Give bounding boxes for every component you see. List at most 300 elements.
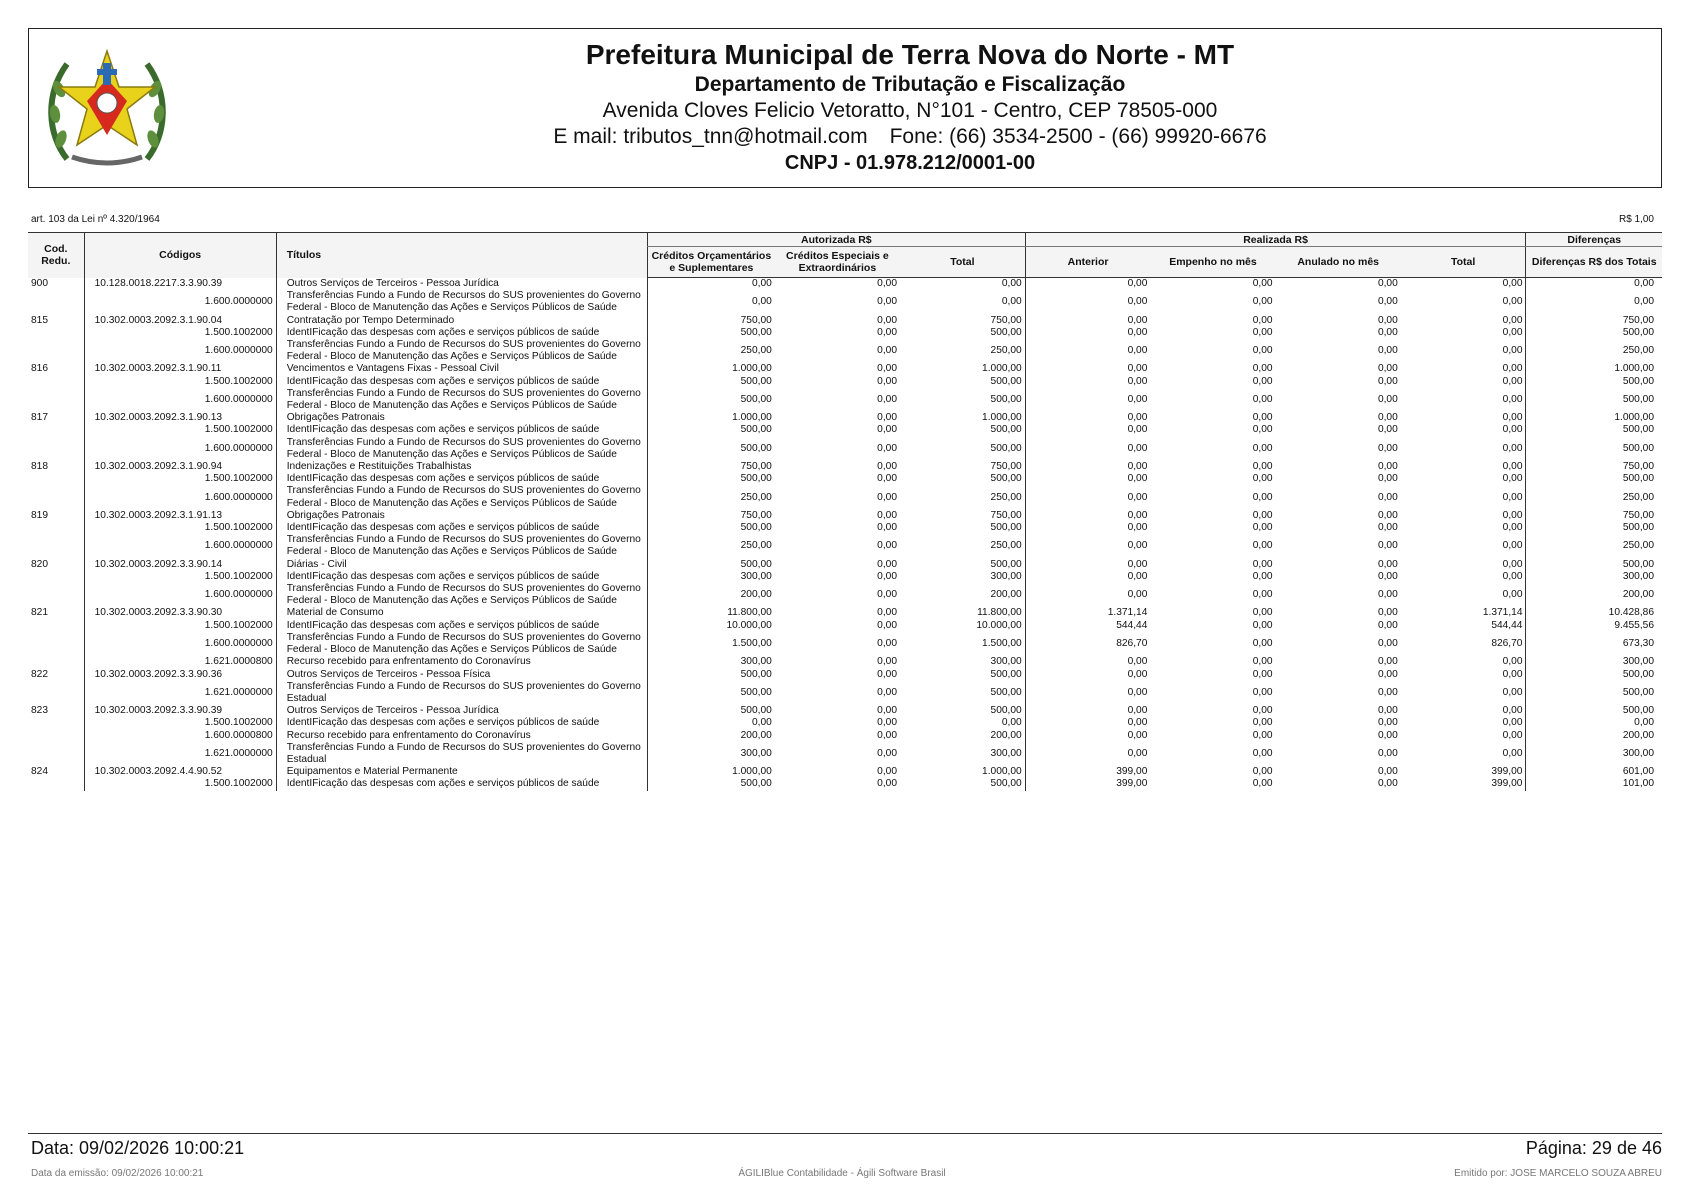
cell-cod: [28, 681, 84, 705]
cell-cod: [28, 290, 84, 314]
cell-total-realizada: 0,00: [1502, 473, 1523, 485]
cell-creditos-orcamentarios: 500,00: [647, 388, 774, 412]
cell-codigo: 10.302.0003.2092.3.1.90.94: [84, 461, 276, 473]
cell-total-realizada: 0,00: [1502, 393, 1523, 405]
table-row: [28, 278, 1662, 291]
cell-anterior: 0,00: [1025, 730, 1150, 742]
cell-anulado: 0,00: [1377, 570, 1398, 582]
cell-anterior: 0,00: [1025, 510, 1150, 522]
cell-creditos-orcamentarios: 0,00: [647, 278, 774, 291]
cell-creditos-especiais: 0,00: [877, 729, 897, 741]
coat-of-arms-icon: [37, 39, 177, 179]
cnpj: CNPJ - 01.978.212/0001-00: [784, 152, 1036, 174]
cell-titulo: Transferências Fundo a Fundo de Recursos do SUS provenientes do Governo Federal - Bloco de Manutenção das Ações e Serviços Públicos de Saúde: [276, 388, 647, 412]
cell-creditos-orcamentarios: 300,00: [647, 742, 774, 766]
cell-titulo: Transferências Fundo a Fundo de Recursos do SUS provenientes do Governo Federal - Bloco de Manutenção das Ações e Serviços Públicos de Saúde: [276, 534, 647, 558]
cell-anterior: 0,00: [1025, 315, 1150, 327]
currency-unit: R$ 1,00: [1618, 214, 1654, 225]
cell-total-realizada: 544,44: [1491, 619, 1523, 631]
cell-total-autorizada: 500,00: [990, 705, 1022, 717]
cell-creditos-especiais: 0,00: [877, 656, 897, 668]
cell-anulado: 0,00: [1377, 461, 1398, 473]
table-row: [28, 730, 1662, 742]
cell-empenho: 0,00: [1252, 619, 1273, 631]
cell-codigo: 1.500.1002000: [84, 424, 276, 436]
cell-total-realizada: 0,00: [1502, 540, 1523, 552]
group-header-row: [28, 233, 1662, 247]
cell-creditos-orcamentarios: 10.000,00: [647, 620, 774, 632]
cell-diferencas: 250,00: [1526, 534, 1662, 558]
cell-total-realizada: 0,00: [1502, 326, 1523, 338]
cell-total-autorizada: 10.000,00: [976, 619, 1022, 631]
cell-codigo: 1.600.0000000: [84, 339, 276, 363]
cell-anulado: 0,00: [1377, 668, 1398, 680]
cell-anulado: 0,00: [1377, 766, 1398, 778]
table-row: [28, 632, 1662, 656]
cell-anulado: 0,00: [1377, 607, 1398, 619]
cell-codigo: 1.600.0000800: [84, 730, 276, 742]
footer-divider: [28, 1133, 1662, 1134]
cell-codigo: 1.500.1002000: [84, 571, 276, 583]
cell-empenho: 0,00: [1252, 570, 1273, 582]
cell-anulado: 0,00: [1377, 345, 1398, 357]
cell-titulo: Outros Serviços de Terceiros - Pessoa Física: [276, 669, 647, 681]
table-row: [28, 717, 1662, 729]
cell-diferencas: 300,00: [1526, 656, 1662, 668]
cell-empenho: 0,00: [1252, 607, 1273, 619]
cell-anterior: 826,70: [1025, 632, 1150, 656]
cell-total-autorizada: 11.800,00: [977, 607, 1022, 619]
cell-codigo: 10.302.0003.2092.3.1.90.11: [84, 363, 276, 375]
municipality-title: Prefeitura Municipal de Terra Nova do Norte - MT: [585, 39, 1235, 70]
cell-anulado: 0,00: [1377, 314, 1398, 326]
cell-diferencas: 101,00: [1526, 778, 1662, 790]
cell-creditos-especiais: 0,00: [877, 705, 897, 717]
cell-anterior: 0,00: [1025, 656, 1150, 668]
cell-titulo: Indenizações e Restituições Trabalhistas: [276, 461, 647, 473]
cell-creditos-especiais: 0,00: [877, 473, 897, 485]
cell-cod: 820: [31, 558, 48, 570]
cell-total-realizada: 1.371,14: [1482, 607, 1523, 619]
software-name: ÁGILIBlue Contabilidade - Ágili Software Brasil: [738, 1168, 946, 1179]
col-cod: Cod. Redu.: [28, 233, 84, 278]
cell-cod: 823: [31, 705, 48, 717]
cell-total-realizada: 0,00: [1502, 747, 1523, 759]
cell-anulado: 0,00: [1377, 363, 1398, 375]
cell-empenho: 0,00: [1252, 375, 1273, 387]
group-autorizada: Autorizada R$: [647, 233, 1025, 247]
cell-diferencas: 1.000,00: [1526, 412, 1662, 424]
cell-total-realizada: 0,00: [1502, 729, 1523, 741]
cell-titulo: Transferências Fundo a Fundo de Recursos do SUS provenientes do Governo Estadual: [276, 742, 647, 766]
cell-creditos-orcamentarios: 500,00: [647, 473, 774, 485]
cell-total-autorizada: 1.000,00: [982, 412, 1022, 424]
cell-creditos-orcamentarios: 250,00: [647, 339, 774, 363]
cell-codigo: 1.600.0000000: [84, 632, 276, 656]
cell-creditos-especiais: 0,00: [877, 326, 897, 338]
cell-titulo: IdentIFicação das despesas com ações e serviços públicos de saúde: [276, 571, 647, 583]
cell-total-autorizada: 750,00: [990, 461, 1022, 473]
cell-cod: 817: [31, 412, 48, 424]
cell-diferencas: 200,00: [1526, 583, 1662, 607]
cell-creditos-especiais: 0,00: [877, 393, 897, 405]
cell-empenho: 0,00: [1252, 424, 1273, 436]
cell-creditos-orcamentarios: 1.000,00: [647, 363, 774, 375]
cell-creditos-especiais: 0,00: [877, 717, 897, 729]
cell-titulo: Diárias - Civil: [276, 559, 647, 571]
cell-anulado: 0,00: [1377, 473, 1398, 485]
cell-total-autorizada: 500,00: [990, 668, 1022, 680]
cell-creditos-especiais: 0,00: [877, 375, 897, 387]
cell-titulo: Transferências Fundo a Fundo de Recursos do SUS provenientes do Governo Federal - Bloco de Manutenção das Ações e Serviços Públicos de Saúde: [276, 437, 647, 461]
cell-creditos-especiais: 0,00: [877, 778, 897, 790]
cell-creditos-especiais: 0,00: [877, 345, 897, 357]
cell-codigo: 1.500.1002000: [84, 376, 276, 388]
department-name: Departamento de Tributação e Fiscalização: [694, 73, 1126, 96]
cell-diferencas: 0,00: [1526, 717, 1662, 729]
cell-creditos-orcamentarios: 11.800,00: [647, 607, 774, 619]
cell-cod: [28, 571, 84, 583]
cell-creditos-orcamentarios: 200,00: [647, 730, 774, 742]
cell-codigo: 10.302.0003.2092.3.3.90.30: [84, 607, 276, 619]
cell-anulado: 0,00: [1377, 522, 1398, 534]
table-row: [28, 290, 1662, 314]
cell-anterior: 0,00: [1025, 473, 1150, 485]
cell-titulo: Obrigações Patronais: [276, 510, 647, 522]
cell-creditos-orcamentarios: 300,00: [647, 656, 774, 668]
cell-empenho: 0,00: [1252, 766, 1273, 778]
cell-diferencas: 500,00: [1526, 705, 1662, 717]
cell-total-autorizada: 500,00: [990, 442, 1022, 454]
cell-diferencas: 0,00: [1526, 278, 1662, 291]
cell-empenho: 0,00: [1252, 473, 1273, 485]
cell-codigo: 1.500.1002000: [84, 717, 276, 729]
cell-empenho: 0,00: [1252, 589, 1273, 601]
cell-creditos-especiais: 0,00: [877, 278, 897, 289]
cell-codigo: 1.500.1002000: [84, 620, 276, 632]
cell-total-autorizada: 750,00: [990, 509, 1022, 521]
cell-empenho: 0,00: [1252, 705, 1273, 717]
cell-diferencas: 500,00: [1526, 388, 1662, 412]
cell-total-realizada: 0,00: [1502, 345, 1523, 357]
cell-cod: [28, 742, 84, 766]
cell-diferencas: 1.000,00: [1526, 363, 1662, 375]
cell-total-autorizada: 300,00: [990, 747, 1022, 759]
cell-titulo: Recurso recebido para enfrentamento do Coronavírus: [276, 656, 647, 668]
cell-cod: [28, 437, 84, 461]
cell-total-realizada: 0,00: [1502, 509, 1523, 521]
cell-titulo: Outros Serviços de Terceiros - Pessoa Jurídica: [276, 705, 647, 717]
cell-creditos-orcamentarios: 500,00: [647, 669, 774, 681]
cell-cod: [28, 632, 84, 656]
cell-diferencas: 200,00: [1526, 730, 1662, 742]
cell-cod: [28, 327, 84, 339]
cell-creditos-especiais: 0,00: [877, 509, 897, 521]
cell-creditos-orcamentarios: 500,00: [647, 522, 774, 534]
table-row: [28, 437, 1662, 461]
group-realizada: Realizada R$: [1025, 233, 1526, 247]
cell-diferencas: 500,00: [1526, 376, 1662, 388]
table-row: [28, 485, 1662, 509]
table-row: [28, 534, 1662, 558]
cell-titulo: IdentIFicação das despesas com ações e serviços públicos de saúde: [276, 424, 647, 436]
cell-empenho: 0,00: [1252, 461, 1273, 473]
cell-total-autorizada: 200,00: [990, 589, 1022, 601]
cell-cod: [28, 656, 84, 668]
cell-anterior: 1.371,14: [1025, 607, 1150, 619]
table-row: [28, 705, 1662, 717]
cell-creditos-orcamentarios: 500,00: [647, 681, 774, 705]
cell-anulado: 0,00: [1377, 619, 1398, 631]
cell-total-autorizada: 500,00: [990, 326, 1022, 338]
cell-total-realizada: 399,00: [1491, 766, 1523, 778]
cell-anterior: 0,00: [1025, 412, 1150, 424]
cell-titulo: Transferências Fundo a Fundo de Recursos do SUS provenientes do Governo Federal - Bloco de Manutenção das Ações e Serviços Públicos de Saúde: [276, 290, 647, 314]
cell-codigo: 10.302.0003.2092.3.1.90.04: [84, 315, 276, 327]
cell-empenho: 0,00: [1252, 522, 1273, 534]
law-reference: art. 103 da Lei nº 4.320/1964: [31, 214, 160, 225]
cell-empenho: 0,00: [1252, 778, 1273, 790]
cell-total-realizada: 0,00: [1502, 656, 1523, 668]
cell-anulado: 0,00: [1377, 424, 1398, 436]
cell-cod: [28, 717, 84, 729]
col-creditos-especiais: Créditos Especiais e Extraordinários: [775, 247, 900, 278]
cell-codigo: 10.302.0003.2092.3.1.91.13: [84, 510, 276, 522]
cell-empenho: 0,00: [1252, 296, 1273, 308]
cell-total-autorizada: 500,00: [990, 424, 1022, 436]
table-row: [28, 766, 1662, 778]
cell-empenho: 0,00: [1252, 729, 1273, 741]
cell-anulado: 0,00: [1377, 326, 1398, 338]
cell-creditos-orcamentarios: 500,00: [647, 327, 774, 339]
cell-anulado: 0,00: [1377, 637, 1398, 649]
cell-titulo: Transferências Fundo a Fundo de Recursos do SUS provenientes do Governo Federal - Bloco de Manutenção das Ações e Serviços Públicos de Saúde: [276, 339, 647, 363]
cell-diferencas: 500,00: [1526, 424, 1662, 436]
cell-total-realizada: 0,00: [1502, 558, 1523, 570]
cell-anulado: 0,00: [1377, 656, 1398, 668]
cell-total-realizada: 0,00: [1502, 296, 1523, 308]
table-row: [28, 607, 1662, 619]
col-diferencas-totais: Diferenças R$ dos Totais: [1526, 247, 1662, 278]
cell-total-realizada: 0,00: [1502, 570, 1523, 582]
cell-anulado: 0,00: [1377, 393, 1398, 405]
cell-cod: [28, 534, 84, 558]
cell-diferencas: 9.455,56: [1526, 620, 1662, 632]
cell-creditos-especiais: 0,00: [877, 314, 897, 326]
cell-creditos-orcamentarios: 250,00: [647, 534, 774, 558]
cell-codigo: 1.500.1002000: [84, 778, 276, 790]
cell-diferencas: 500,00: [1526, 669, 1662, 681]
cell-diferencas: 500,00: [1526, 473, 1662, 485]
cell-anterior: 0,00: [1025, 388, 1150, 412]
cell-creditos-orcamentarios: 1.500,00: [647, 632, 774, 656]
cell-diferencas: 500,00: [1526, 559, 1662, 571]
cell-creditos-orcamentarios: 750,00: [647, 510, 774, 522]
cell-total-autorizada: 250,00: [990, 540, 1022, 552]
cell-creditos-especiais: 0,00: [877, 668, 897, 680]
cell-codigo: 1.621.0000800: [84, 656, 276, 668]
cell-anterior: 0,00: [1025, 461, 1150, 473]
cell-anulado: 0,00: [1377, 412, 1398, 424]
cell-creditos-orcamentarios: 1.000,00: [647, 766, 774, 778]
cell-diferencas: 0,00: [1526, 290, 1662, 314]
cell-codigo: 1.621.0000000: [84, 742, 276, 766]
table-row: [28, 656, 1662, 668]
cell-anulado: 0,00: [1377, 540, 1398, 552]
cell-creditos-orcamentarios: 750,00: [647, 315, 774, 327]
cell-total-realizada: 0,00: [1502, 705, 1523, 717]
contact-line: [179, 125, 1641, 149]
cell-cod: 900: [31, 277, 48, 289]
cell-codigo: 1.500.1002000: [84, 473, 276, 485]
cell-diferencas: 250,00: [1526, 485, 1662, 509]
table-row: [28, 376, 1662, 388]
cell-anterior: 0,00: [1025, 742, 1150, 766]
cell-anterior: 0,00: [1025, 522, 1150, 534]
cell-anterior: 0,00: [1025, 559, 1150, 571]
cell-creditos-especiais: 0,00: [877, 296, 897, 308]
cell-creditos-especiais: 0,00: [877, 558, 897, 570]
cell-total-autorizada: 300,00: [990, 570, 1022, 582]
cell-empenho: 0,00: [1252, 656, 1273, 668]
cell-anulado: 0,00: [1377, 729, 1398, 741]
cell-creditos-especiais: 0,00: [877, 747, 897, 759]
cell-titulo: IdentIFicação das despesas com ações e serviços públicos de saúde: [276, 376, 647, 388]
cell-cod: [28, 583, 84, 607]
cell-creditos-especiais: 0,00: [877, 766, 897, 778]
cell-creditos-orcamentarios: 500,00: [647, 437, 774, 461]
table-row: [28, 424, 1662, 436]
cell-codigo: 10.302.0003.2092.3.1.90.13: [84, 412, 276, 424]
cell-diferencas: 250,00: [1526, 339, 1662, 363]
cell-titulo: Vencimentos e Vantagens Fixas - Pessoal Civil: [276, 363, 647, 375]
cell-anterior: 0,00: [1025, 705, 1150, 717]
cell-creditos-orcamentarios: 500,00: [647, 705, 774, 717]
email: E mail: tributos_tnn@hotmail.com: [553, 125, 868, 148]
cell-empenho: 0,00: [1252, 491, 1273, 503]
cell-total-realizada: 0,00: [1502, 686, 1523, 698]
cell-titulo: Recurso recebido para enfrentamento do Coronavírus: [276, 730, 647, 742]
cell-anterior: 399,00: [1025, 766, 1150, 778]
table-row: [28, 620, 1662, 632]
cell-anterior: 0,00: [1025, 327, 1150, 339]
cell-codigo: 1.600.0000000: [84, 388, 276, 412]
cell-empenho: 0,00: [1252, 278, 1273, 289]
cell-creditos-especiais: 0,00: [877, 619, 897, 631]
cell-creditos-orcamentarios: 1.000,00: [647, 412, 774, 424]
cell-anulado: 0,00: [1377, 717, 1398, 729]
cell-codigo: 10.128.0018.2217.3.3.90.39: [84, 278, 276, 291]
table-row: [28, 522, 1662, 534]
cell-creditos-especiais: 0,00: [877, 442, 897, 454]
cell-anterior: 0,00: [1025, 534, 1150, 558]
cell-anterior: 0,00: [1025, 424, 1150, 436]
cell-total-autorizada: 500,00: [990, 558, 1022, 570]
cell-titulo: Outros Serviços de Terceiros - Pessoa Jurídica: [276, 278, 647, 291]
cell-titulo: Transferências Fundo a Fundo de Recursos do SUS provenientes do Governo Federal - Bloco de Manutenção das Ações e Serviços Públicos de Saúde: [276, 583, 647, 607]
cell-empenho: 0,00: [1252, 747, 1273, 759]
table-row: [28, 461, 1662, 473]
cell-codigo: 10.302.0003.2092.3.3.90.39: [84, 705, 276, 717]
cell-titulo: Material de Consumo: [276, 607, 647, 619]
cell-diferencas: 750,00: [1526, 461, 1662, 473]
cell-codigo: 1.600.0000000: [84, 534, 276, 558]
cell-codigo: 10.302.0003.2092.3.3.90.36: [84, 669, 276, 681]
cell-empenho: 0,00: [1252, 393, 1273, 405]
cell-total-realizada: 0,00: [1502, 668, 1523, 680]
cell-empenho: 0,00: [1252, 637, 1273, 649]
address: Avenida Cloves Felicio Vetoratto, N°101 - Centro, CEP 78505-000: [602, 99, 1218, 122]
cell-diferencas: 673,30: [1526, 632, 1662, 656]
table-row: [28, 473, 1662, 485]
cell-anterior: 0,00: [1025, 290, 1150, 314]
cell-total-autorizada: 1.000,00: [982, 766, 1022, 778]
cell-anterior: 0,00: [1025, 571, 1150, 583]
cell-total-realizada: 399,00: [1491, 778, 1523, 790]
cell-cod: [28, 388, 84, 412]
cell-titulo: Transferências Fundo a Fundo de Recursos do SUS provenientes do Governo Federal - Bloco de Manutenção das Ações e Serviços Públicos de Saúde: [276, 632, 647, 656]
cell-cod: [28, 424, 84, 436]
cell-diferencas: 500,00: [1526, 522, 1662, 534]
cell-anulado: 0,00: [1377, 442, 1398, 454]
cell-diferencas: 300,00: [1526, 742, 1662, 766]
cell-titulo: IdentIFicação das despesas com ações e serviços públicos de saúde: [276, 522, 647, 534]
cell-codigo: 1.500.1002000: [84, 522, 276, 534]
cell-codigo: 1.500.1002000: [84, 327, 276, 339]
col-creditos-orcamentarios: Créditos Orçamentários e Suplementares: [647, 247, 774, 278]
cell-cod: 822: [31, 668, 48, 680]
cell-anterior: 0,00: [1025, 681, 1150, 705]
col-anterior: Anterior: [1025, 247, 1150, 278]
cell-total-autorizada: 500,00: [990, 393, 1022, 405]
cell-empenho: 0,00: [1252, 509, 1273, 521]
cell-cod: 819: [31, 509, 48, 521]
cell-cod: [28, 730, 84, 742]
cell-creditos-especiais: 0,00: [877, 570, 897, 582]
cell-codigo: 1.600.0000000: [84, 583, 276, 607]
cell-titulo: IdentIFicação das despesas com ações e serviços públicos de saúde: [276, 473, 647, 485]
cell-total-realizada: 0,00: [1502, 424, 1523, 436]
cell-total-realizada: 0,00: [1502, 717, 1523, 729]
cell-anterior: 0,00: [1025, 583, 1150, 607]
phone: Fone: (66) 3534-2500 - (66) 99920-6676: [889, 125, 1267, 148]
cell-total-realizada: 826,70: [1491, 637, 1523, 649]
cell-titulo: IdentIFicação das despesas com ações e serviços públicos de saúde: [276, 620, 647, 632]
cell-total-autorizada: 0,00: [1001, 278, 1022, 289]
cell-empenho: 0,00: [1252, 314, 1273, 326]
cell-creditos-orcamentarios: 500,00: [647, 778, 774, 790]
cell-creditos-especiais: 0,00: [877, 589, 897, 601]
cell-diferencas: 500,00: [1526, 681, 1662, 705]
cell-total-realizada: 0,00: [1502, 375, 1523, 387]
cell-anterior: 0,00: [1025, 363, 1150, 375]
group-diferencas: Diferenças: [1526, 233, 1662, 247]
cell-anterior: 544,44: [1025, 620, 1150, 632]
cell-codigo: 1.621.0000000: [84, 681, 276, 705]
cell-titulo: Contratação por Tempo Determinado: [276, 315, 647, 327]
cell-titulo: Transferências Fundo a Fundo de Recursos do SUS provenientes do Governo Estadual: [276, 681, 647, 705]
cell-empenho: 0,00: [1252, 717, 1273, 729]
table-row: [28, 559, 1662, 571]
cell-anterior: 0,00: [1025, 376, 1150, 388]
cell-cod: [28, 778, 84, 790]
cell-empenho: 0,00: [1252, 412, 1273, 424]
cell-creditos-especiais: 0,00: [877, 540, 897, 552]
cell-diferencas: 601,00: [1526, 766, 1662, 778]
cell-total-autorizada: 500,00: [990, 686, 1022, 698]
cell-titulo: Transferências Fundo a Fundo de Recursos do SUS provenientes do Governo Federal - Bloco de Manutenção das Ações e Serviços Públicos de Saúde: [276, 485, 647, 509]
cell-creditos-especiais: 0,00: [877, 412, 897, 424]
